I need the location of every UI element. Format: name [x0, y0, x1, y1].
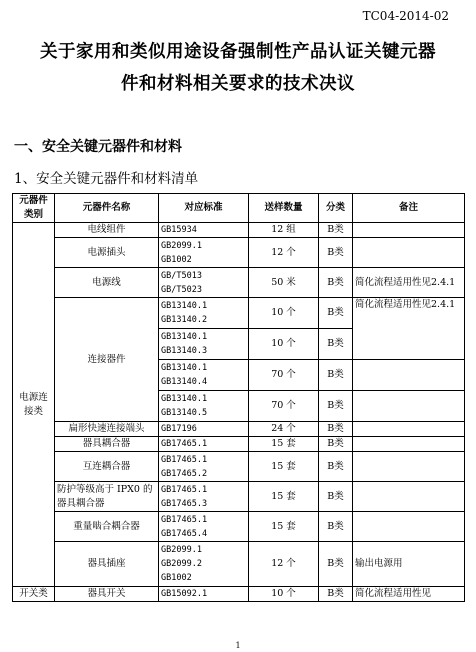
standard: GB13140.1 GB13140.3	[159, 329, 249, 360]
table-row	[13, 298, 465, 329]
class: B类	[319, 223, 353, 238]
header-quantity: 送样数量	[249, 194, 319, 223]
standard: GB17465.1	[159, 437, 249, 452]
note	[353, 437, 465, 452]
standard: GB17196	[159, 422, 249, 437]
note	[353, 422, 465, 437]
component-name: 重量啮合耦合器	[55, 512, 159, 542]
component-name: 器具插座	[55, 542, 159, 587]
note: 简化流程适用性见	[353, 587, 465, 602]
class: B类	[319, 482, 353, 512]
category-cell-power: 电源连接类	[13, 223, 55, 587]
table-header-row	[13, 194, 465, 223]
quantity: 50 米	[249, 268, 319, 298]
components-table	[12, 193, 465, 602]
table-row	[13, 422, 465, 437]
class: B类	[319, 452, 353, 482]
note	[353, 238, 465, 268]
document-code: TC04-2014-02	[362, 9, 449, 23]
note	[353, 360, 465, 391]
table-row	[13, 512, 465, 542]
table-row	[13, 238, 465, 268]
subsection-heading: 1、安全关键元器件和材料清单	[14, 171, 199, 187]
standard: GB13140.1 GB13140.2	[159, 298, 249, 329]
quantity: 10 个	[249, 298, 319, 329]
standard: GB/T5013 GB/T5023	[159, 268, 249, 298]
header-category: 元器件类别	[13, 194, 55, 223]
quantity: 10 个	[249, 587, 319, 602]
note: 简化流程适用性见2.4.1	[353, 298, 465, 360]
note: 输出电源用	[353, 542, 465, 587]
quantity: 12 组	[249, 223, 319, 238]
table-row	[13, 482, 465, 512]
standard: GB13140.1 GB13140.4	[159, 360, 249, 391]
table-row	[13, 587, 465, 602]
component-name: 电源线	[55, 268, 159, 298]
class: B类	[319, 587, 353, 602]
quantity: 24 个	[249, 422, 319, 437]
header-note: 备注	[353, 194, 465, 223]
component-name: 互连耦合器	[55, 452, 159, 482]
document-title-line-2: 件和材料相关要求的技术决议	[121, 74, 355, 94]
table-row	[13, 268, 465, 298]
standard: GB17465.1 GB17465.3	[159, 482, 249, 512]
quantity: 15 套	[249, 482, 319, 512]
standard: GB15934	[159, 223, 249, 238]
standard: GB2099.1 GB2099.2 GB1002	[159, 542, 249, 587]
class: B类	[319, 391, 353, 422]
table-row	[13, 542, 465, 587]
quantity: 12 个	[249, 238, 319, 268]
standard: GB13140.1 GB13140.5	[159, 391, 249, 422]
quantity: 70 个	[249, 360, 319, 391]
note	[353, 223, 465, 238]
class: B类	[319, 329, 353, 360]
component-name: 电源插头	[55, 238, 159, 268]
class: B类	[319, 298, 353, 329]
quantity: 15 套	[249, 437, 319, 452]
class: B类	[319, 437, 353, 452]
standard: GB2099.1 GB1002	[159, 238, 249, 268]
quantity: 15 套	[249, 452, 319, 482]
class: B类	[319, 238, 353, 268]
note	[353, 482, 465, 512]
quantity: 10 个	[249, 329, 319, 360]
component-name: 扁形快速连接端头	[55, 422, 159, 437]
class: B类	[319, 360, 353, 391]
class: B类	[319, 422, 353, 437]
note	[353, 452, 465, 482]
class: B类	[319, 512, 353, 542]
standard: GB15092.1	[159, 587, 249, 602]
component-name: 防护等级高于 IPX0 的器具耦合器	[55, 482, 159, 512]
header-name: 元器件名称	[55, 194, 159, 223]
component-name: 电线组件	[55, 223, 159, 238]
table-row	[13, 452, 465, 482]
note	[353, 512, 465, 542]
quantity: 15 套	[249, 512, 319, 542]
quantity: 12 个	[249, 542, 319, 587]
standard: GB17465.1 GB17465.2	[159, 452, 249, 482]
table-row	[13, 223, 465, 238]
category-cell-switch: 开关类	[13, 587, 55, 602]
component-name: 连接器件	[55, 298, 159, 422]
header-standard: 对应标准	[159, 194, 249, 223]
header-class: 分类	[319, 194, 353, 223]
page-number: 1	[235, 641, 241, 650]
note: 简化流程适用性见2.4.1	[353, 268, 465, 298]
standard: GB17465.1 GB17465.4	[159, 512, 249, 542]
class: B类	[319, 542, 353, 587]
class: B类	[319, 268, 353, 298]
table-row	[13, 437, 465, 452]
document-title-line-1: 关于家用和类似用途设备强制性产品认证关键元器	[40, 42, 436, 62]
component-name: 器具耦合器	[55, 437, 159, 452]
section-heading: 一、安全关键元器件和材料	[14, 139, 182, 155]
quantity: 70 个	[249, 391, 319, 422]
component-name: 器具开关	[55, 587, 159, 602]
note	[353, 391, 465, 422]
